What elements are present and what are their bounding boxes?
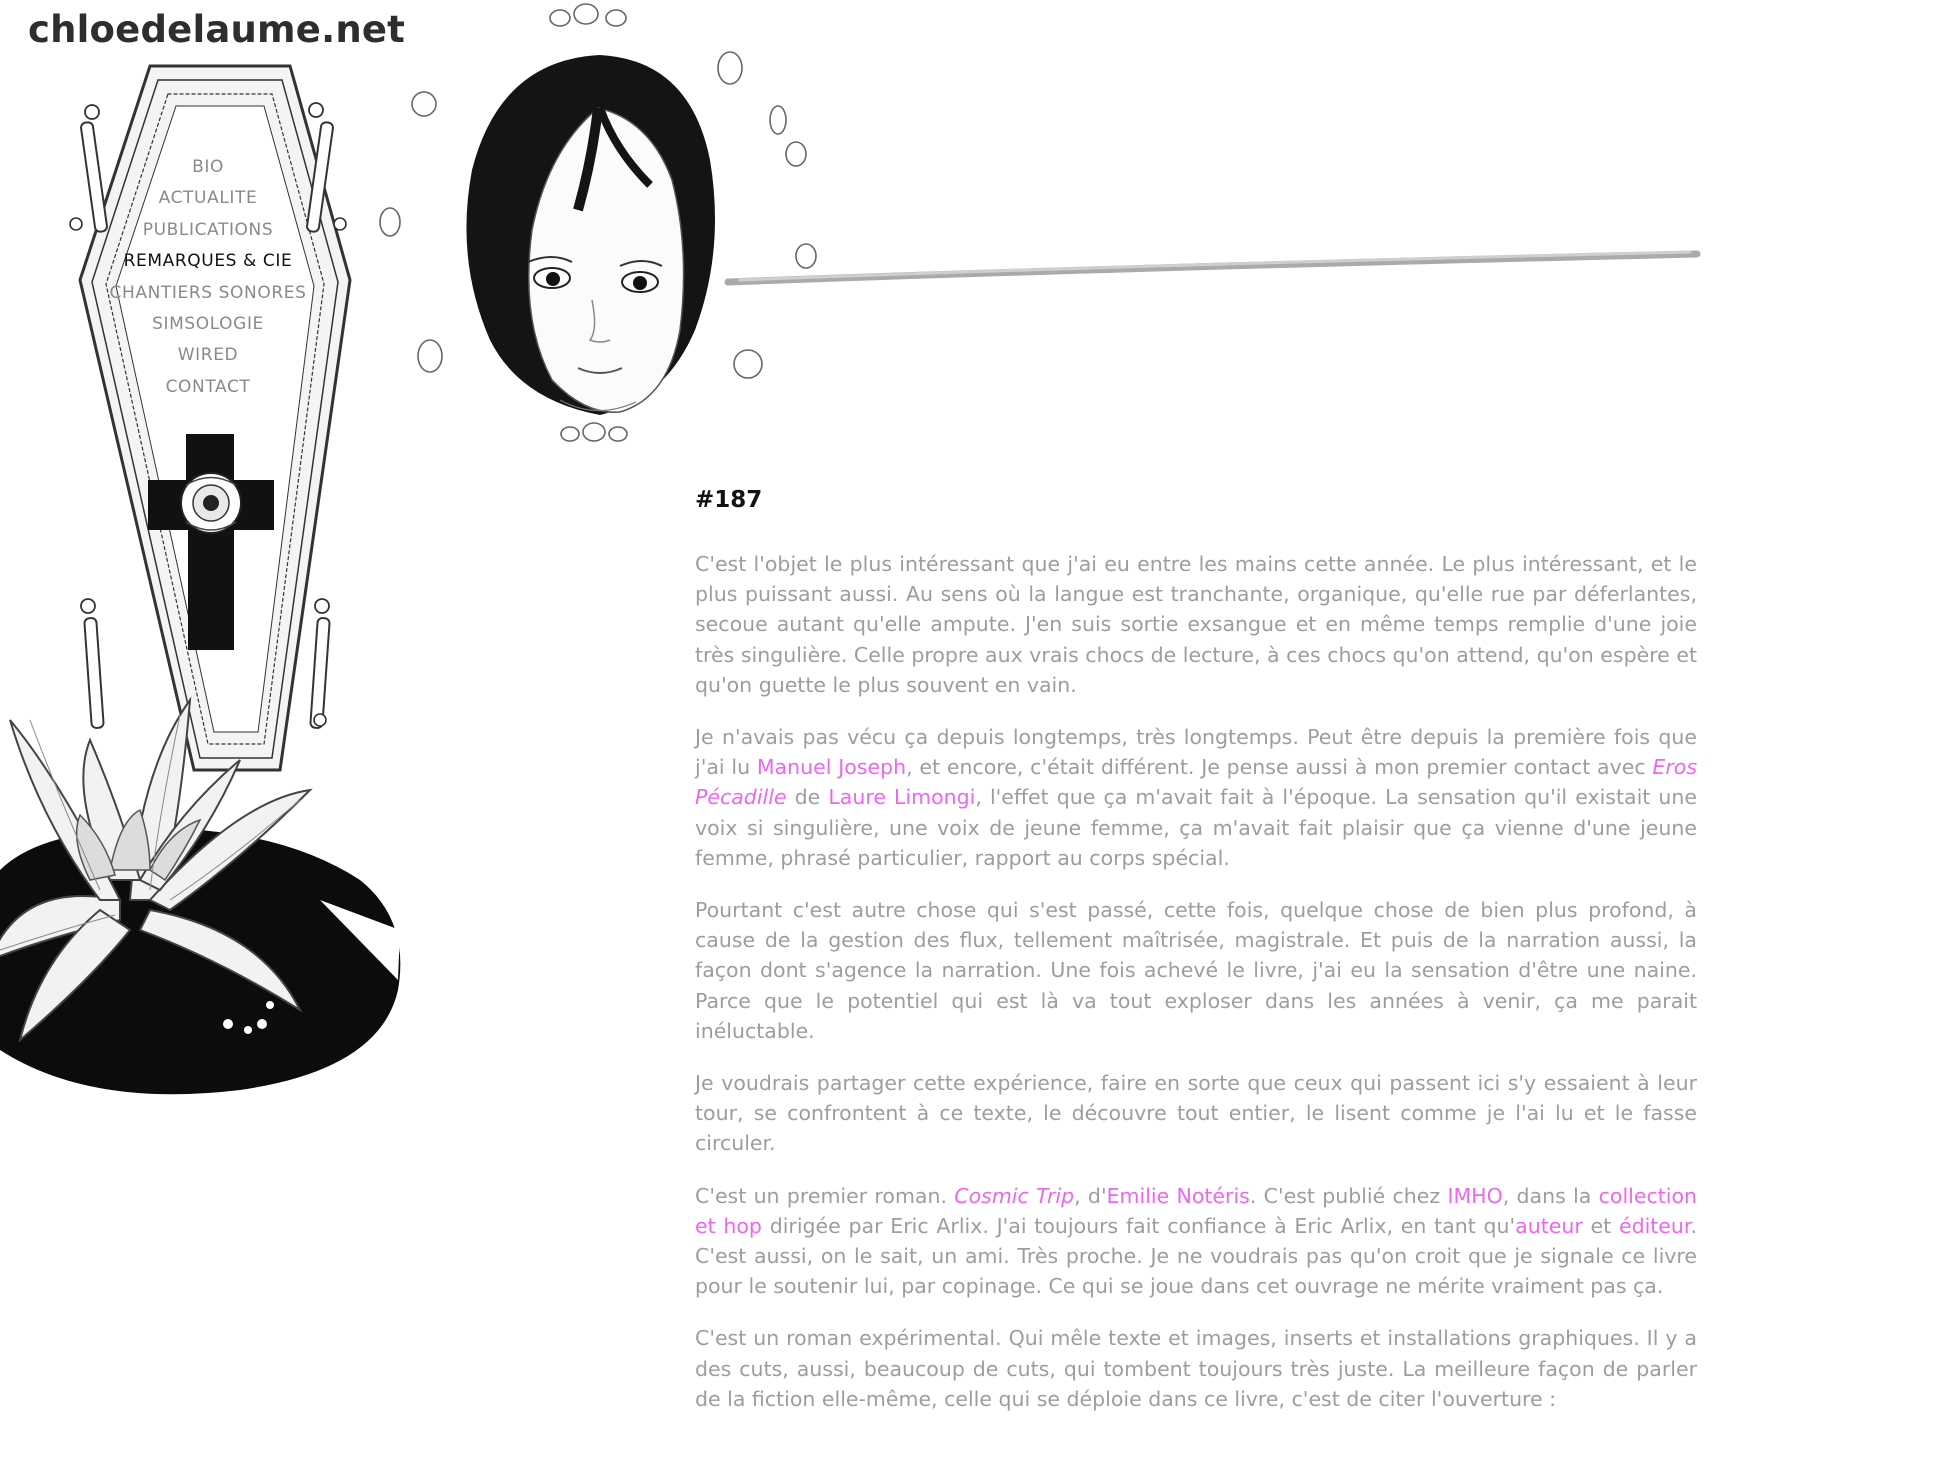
nav-item-simsologie[interactable]: SIMSOLOGIE (152, 313, 264, 334)
nav-item-remarques-cie[interactable]: REMARQUES & CIE (123, 251, 293, 272)
nav-item-wired[interactable]: WIRED (177, 345, 239, 366)
post-paragraph: Je voudrais partager cette expérience, faire en sorte que ceux qui passent ici s'y essaient à leur tour, se confrontent à ce texte, le découvre tout entier, le lisent comme je l'ai lu et le fasse circuler. (695, 1071, 1697, 1156)
post-paragraph: C'est l'objet le plus intéressant que j'ai eu entre les mains cette année. Le plus intéressant, et le plus puissant aussi. Au sens où la langue est tranchante, organique, qu'elle rue par déferlantes, secoue autant qu'elle ampute. J'en suis sortie exsangue et en même temps remplie d'une joie très singulière. Celle propre aux vrais chocs de lecture, à ces chocs qu'on attend, qu'on espère et qu'on guette le plus souvent en vain. (695, 552, 1697, 697)
post-paragraph (695, 1181, 1697, 1302)
text-run: et (1582, 1213, 1619, 1238)
text-run: dirigée par Eric Arlix. J'ai toujours fait confiance à Eric Arlix, en tant qu' (761, 1213, 1516, 1238)
link-auteur[interactable]: auteur (1515, 1213, 1583, 1238)
text-run: , dans la (1502, 1183, 1599, 1208)
text-run: . C'est publié chez (1249, 1183, 1448, 1208)
book-title: Cosmic Trip (954, 1183, 1075, 1208)
book-title: Eros Pécadille (695, 755, 1698, 810)
post-number: #187 (695, 487, 763, 513)
main-nav (96, 152, 320, 403)
text-run: C'est un premier roman. (695, 1183, 955, 1208)
link-emilie-noteris[interactable]: Emilie Notéris (1106, 1183, 1250, 1208)
face-illustration (466, 55, 715, 415)
text-run: , l'effet que ça m'avait fait à l'époque. La sensation qu'il existait une voix si singulière, une voix de jeune femme, ça m'avait fait plaisir que ça vienne d'une jeune femme, phrasé particulier, rapport au corps spécial. (695, 785, 1697, 870)
nav-item-bio[interactable]: BIO (192, 157, 224, 177)
link-imho[interactable]: IMHO (1447, 1183, 1503, 1208)
link-manuel-joseph[interactable]: Manuel Joseph (756, 755, 907, 780)
post-paragraph (695, 722, 1697, 873)
text-run: , et encore, c'était différent. Je pense aussi à mon premier contact avec (906, 755, 1653, 780)
nav-item-publications[interactable]: PUBLICATIONS (142, 219, 274, 240)
pencil-line (728, 252, 1697, 282)
post-article (695, 487, 1697, 1436)
nav-item-actualite[interactable]: ACTUALITE (158, 188, 258, 209)
nav-item-contact[interactable]: CONTACT (165, 376, 251, 397)
post-paragraph: C'est un roman expérimental. Qui mêle texte et images, inserts et installations graphiques. Il y a des cuts, aussi, beaucoup de cuts, qui tombent toujours très juste. La meilleure façon de parler de la fiction elle-même, celle qui se déploie dans ce livre, c'est de citer l'ouverture : (695, 1326, 1697, 1411)
post-paragraph: Pourtant c'est autre chose qui s'est passé, cette fois, quelque chose de bien plus profond, à cause de la gestion des flux, tellement maîtrisée, magistrale. Et puis de la narration aussi, la façon dont s'agence la narration. Une fois achevé le livre, j'ai eu la sensation d'être une naine. Parce que le potentiel qui est là va tout exploser dans les années à venir, ça me parait inéluctable. (695, 898, 1697, 1043)
site-title-link[interactable]: chloedelaume.net (28, 8, 406, 51)
link-editeur[interactable]: éditeur (1618, 1213, 1691, 1238)
nav-item-chantiers-sonores[interactable]: CHANTIERS SONORES (109, 282, 307, 303)
text-run: . C'est aussi, on le sait, un ami. Très proche. Je ne voudrais pas qu'on croit que je signale ce livre pour le soutenir lui, par copinage. Ce qui se joue dans cet ouvrage ne mérite vraiment pas ça. (695, 1213, 1697, 1299)
link-collection-et-hop[interactable]: collection et hop (695, 1183, 1697, 1238)
link-laure-limongi[interactable]: Laure Limongi (828, 785, 976, 810)
text-run: , d' (1074, 1183, 1107, 1208)
text-run: de (786, 785, 829, 810)
link-cosmic-trip[interactable] (954, 1184, 1074, 1208)
text-run: Je n'avais pas vécu ça depuis longtemps, très longtemps. Peut être depuis la première fois que j'ai lu (695, 725, 1697, 780)
